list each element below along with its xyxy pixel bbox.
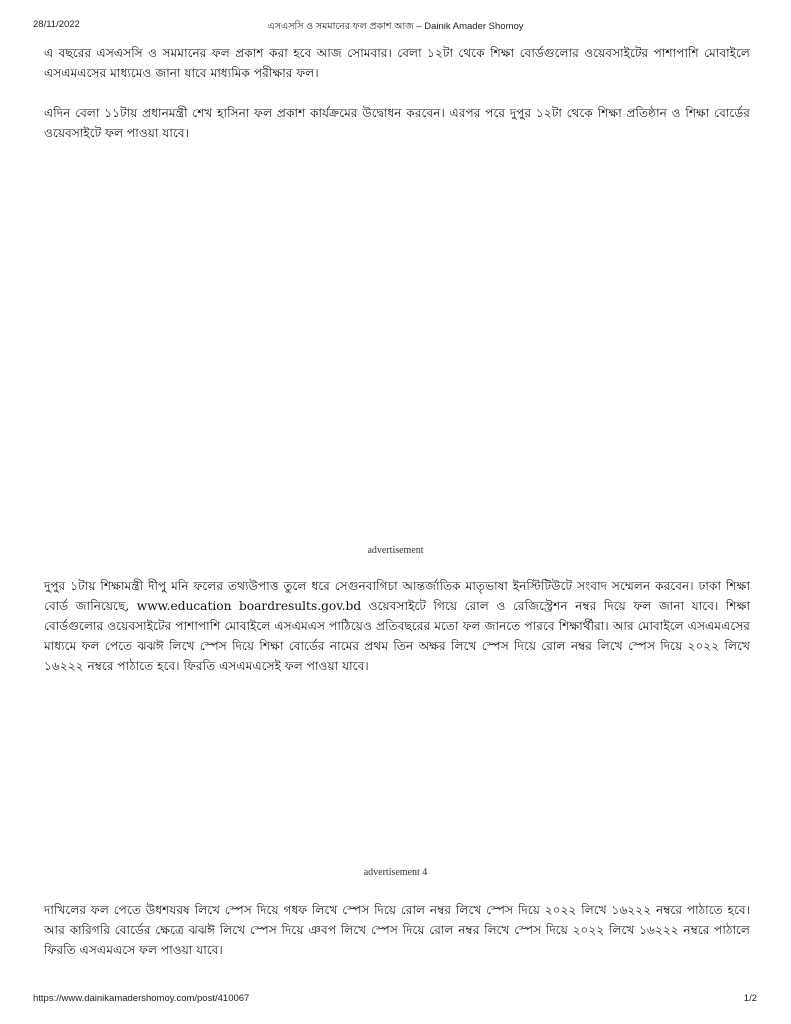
article-paragraph-4: দাখিলের ফল পেতে উধশযরষ লিখে স্পেস দিয়ে গধফ লিখে স্পেস দিয়ে রোল নম্বর লিখে স্পেস দিয়ে ২০২২ লিখে ১৬২২২ নম্বরে পাঠাতে হবে। আর কারিগরি বোর্ডের ক্ষেত্রে ঝঝঈ লিখে স্পেস দিয়ে ঞবপ লিখে স্পেস দিয়ে রোল নম্বর লিখে স্পেস দিয়ে ২০২২ লিখে ১৬২২২ নম্বরে পাঠালে ফিরতি এসএমএসে ফল পাওয়া যাবে। bbox=[44, 903, 750, 957]
advertisement-label: advertisement bbox=[367, 545, 424, 556]
advertisement-label-4: advertisement 4 bbox=[363, 867, 428, 878]
footer-url: https://www.dainikamadershomoy.com/post/410067 bbox=[33, 993, 250, 1004]
page-number: 1/2 bbox=[743, 993, 757, 1004]
print-date: 28/11/2022 bbox=[33, 19, 80, 30]
article-paragraph-3: দুপুর ১টায় শিক্ষামন্ত্রী দীপু মনি ফলের তথ্যউপাত্ত তুলে ধরে সেগুনবাগিচা আন্তর্জাতিক মাতৃভাষা ইনস্টিটিউটে সংবাদ সম্মেলন করবেন। ঢাকা শিক্ষা বোর্ড জানিয়েছে, www.education boardresults.gov.bd ওয়েবসাইটে গিয়ে রোল ও রেজিস্ট্রেশন নম্বর দিয়ে ফল জানা যাবে। শিক্ষা বোর্ডগুলোর ওয়েবসাইটের পাশাপাশি মোবাইলে এসএমএস পাঠিয়েও প্রতিবছরের মতো ফল জানতে পারবে শিক্ষার্থীরা। আর মোবাইলে এসএমএসের মাধ্যমে ফল পেতে ঝঝঈ লিখে স্পেস দিয়ে শিক্ষা বোর্ডের নামের প্রথম তিন অক্ষর লিখে স্পেস দিয়ে রোল নম্বর লিখে স্পেস দিয়ে ২০২২ লিখে ১৬২২২ নম্বরে পাঠাতে হবে। ফিরতি এসএমএসেই ফল পাওয়া যাবে। bbox=[44, 579, 750, 673]
article-paragraph-2: এদিন বেলা ১১টায় প্রধানমন্ত্রী শেখ হাসিনা ফল প্রকাশ কার্যক্রমের উদ্বোধন করবেন। এরপর পরে দুপুর ১২টা থেকে শিক্ষা প্রতিষ্ঠান ও শিক্ষা বোর্ডের ওয়েবসাইটে ফল পাওয়া যাবে। bbox=[44, 106, 750, 140]
page-title: এসএসসি ও সমমানের ফল প্রকাশ আজ – Dainik Amader Shomoy bbox=[267, 21, 524, 32]
article-paragraph-1: এ বছরের এসএসসি ও সমমানের ফল প্রকাশ করা হবে আজ সোমবার। বেলা ১২টা থেকে শিক্ষা বোর্ডগুলোর ওয়েবসাইটের পাশাপাশি মোবাইলে এসএমএসের মাধ্যমেও জানা যাবে মাধ্যমিক পরীক্ষার ফল। bbox=[44, 46, 750, 80]
